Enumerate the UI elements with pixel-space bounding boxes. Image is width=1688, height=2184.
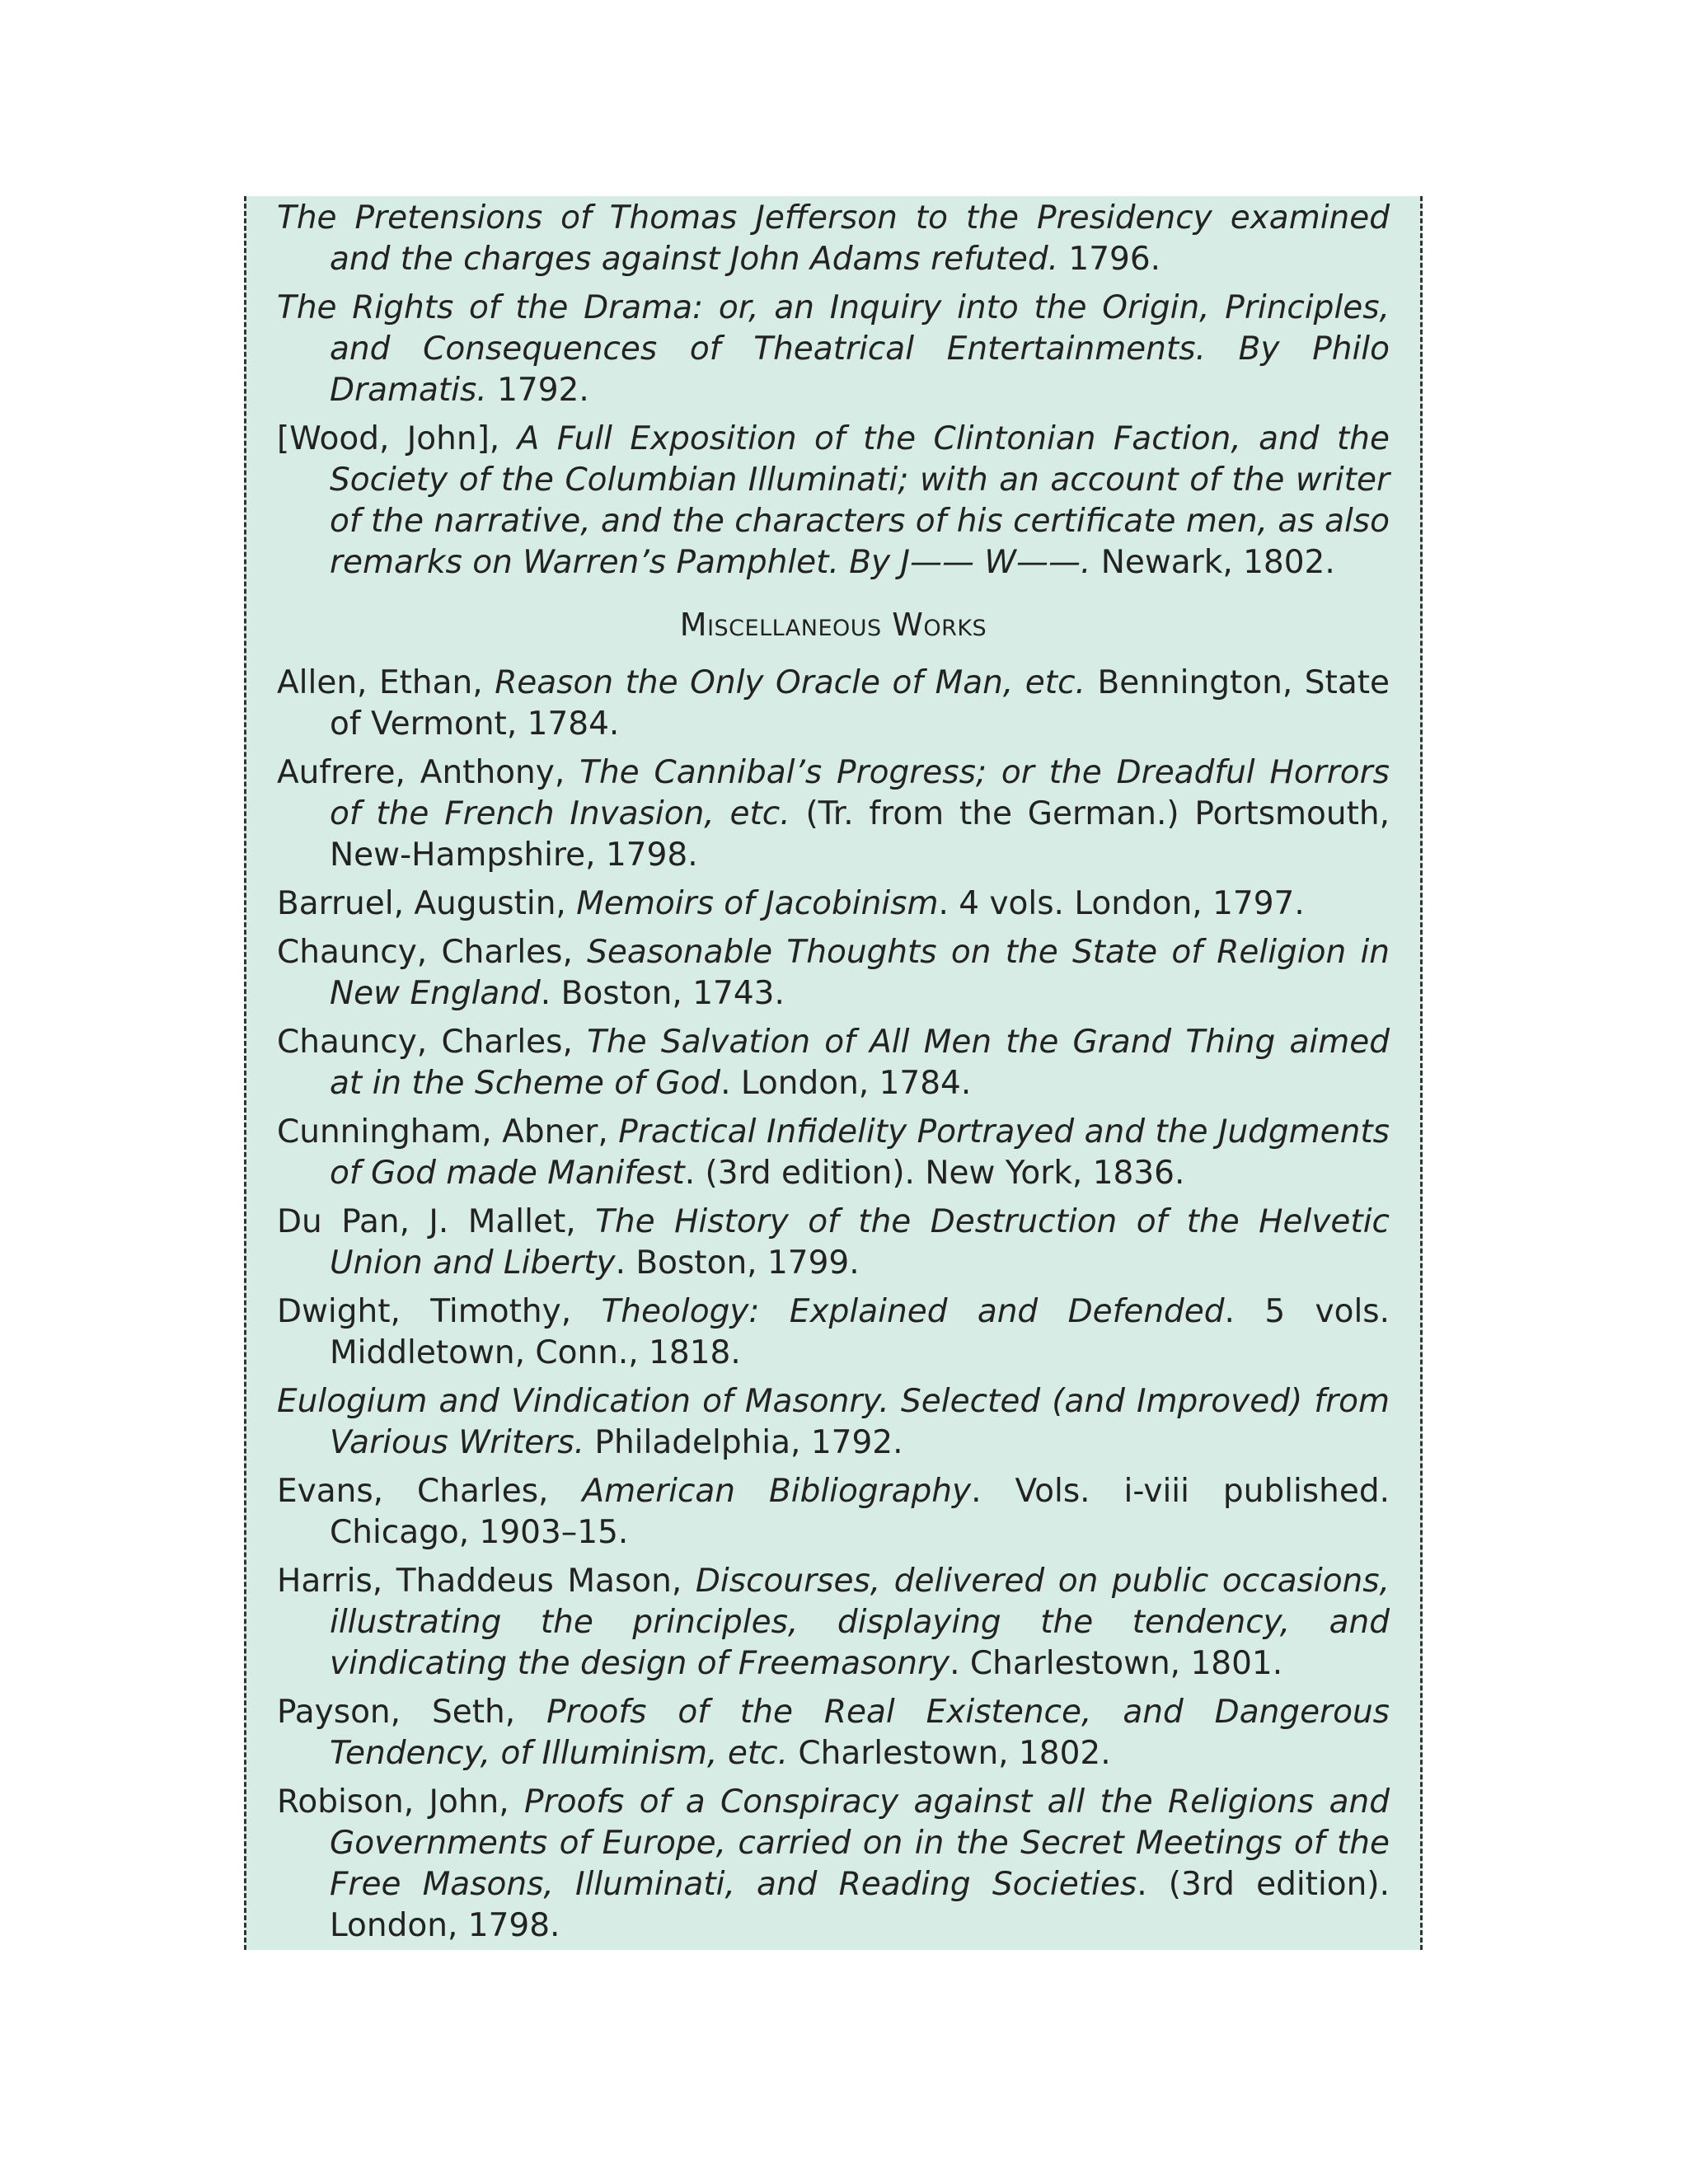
- entry-title: A Full Exposition of the Clintonian Faction, and the Society of the Columbian Illuminati; with an account of the writer of the narrative, and the characters of his certificate men, as also remarks on Warren’s Pamphlet. By J—— W——.: [330, 420, 1390, 581]
- entry-title: Eulogium and Vindication of Masonry. Selected (and Improved) from Various Writers.: [277, 1383, 1390, 1461]
- entry-title: The History of the Destruction of the Helvetic Union and Liberty: [330, 1203, 1390, 1282]
- entry-title: The Salvation of All Men the Grand Thing aimed at in the Scheme of God: [330, 1024, 1390, 1102]
- entry-pre: Chauncy, Charles,: [277, 1024, 588, 1061]
- entry-pre: Harris, Thaddeus Mason,: [277, 1563, 696, 1600]
- entry-post: 1796.: [1058, 241, 1161, 278]
- section-heading: Miscellaneous Works: [679, 607, 987, 643]
- entry-pre: [Wood, John],: [277, 420, 518, 457]
- entry-pre: Du Pan, J. Mallet,: [277, 1203, 596, 1240]
- entry-pre: Robison, John,: [277, 1783, 525, 1821]
- bibliography-entry: [277, 1202, 1390, 1284]
- bibliography-entry: [277, 932, 1390, 1015]
- bibliography-entry: [277, 1291, 1390, 1374]
- bibliography-entry: [277, 288, 1390, 411]
- entry-post: . (3rd edition). London, 1798.: [330, 1866, 1390, 1944]
- entry-post: 1792.: [486, 372, 589, 409]
- entry-post: Philadelphia, 1792.: [584, 1424, 903, 1461]
- entry-title: Proofs of the Real Existence, and Dangerous Tendency, of Illuminism, etc.: [330, 1694, 1390, 1772]
- bibliography-entry: [277, 1022, 1390, 1104]
- bibliography-entry: [277, 1381, 1390, 1464]
- bibliography-entry: [277, 198, 1390, 280]
- entry-post: . 4 vols. London, 1797.: [938, 885, 1305, 922]
- bibliography-entry: [277, 752, 1390, 876]
- entry-title: Seasonable Thoughts on the State of Religion in New England: [330, 934, 1390, 1012]
- entry-title: Memoirs of Jacobinism: [576, 885, 939, 922]
- entry-pre: Payson, Seth,: [277, 1694, 547, 1731]
- entry-post: . Charlestown, 1801.: [950, 1645, 1283, 1682]
- entry-post: . 5 vols. Middletown, Conn., 1818.: [330, 1293, 1390, 1371]
- bibliography-entry: [277, 419, 1390, 583]
- bibliography-entry: [277, 1692, 1390, 1774]
- entry-post: Charlestown, 1802.: [787, 1735, 1111, 1772]
- entry-title: Theology: Explained and Defended: [601, 1293, 1225, 1330]
- bibliography-entry: [277, 1561, 1390, 1685]
- bibliography-entry: [277, 1782, 1390, 1947]
- entry-post: Newark, 1802.: [1090, 544, 1335, 581]
- entry-post: . Boston, 1799.: [615, 1244, 860, 1282]
- entry-post: . Boston, 1743.: [540, 975, 785, 1012]
- entries-misc: [277, 663, 1390, 1947]
- entry-title: The Cannibal’s Progress; or the Dreadful Horrors of the French Invasion, etc.: [330, 754, 1390, 832]
- bibliography-entry: [277, 1471, 1390, 1554]
- entry-post: . (3rd edition). New York, 1836.: [684, 1155, 1185, 1192]
- entry-pre: Chauncy, Charles,: [277, 934, 588, 971]
- entry-title: Reason the Only Oracle of Man, etc.: [495, 664, 1085, 701]
- entry-title: The Pretensions of Thomas Jefferson to the Presidency examined and the charges against John Adams refuted.: [277, 199, 1390, 278]
- entry-title: Practical Infidelity Portrayed and the Judgments of God made Manifest: [330, 1113, 1390, 1192]
- entry-pre: Dwight, Timothy,: [277, 1293, 602, 1330]
- entry-post: Bennington, State of Vermont, 1784.: [330, 664, 1390, 743]
- entry-pre: Allen, Ethan,: [277, 664, 495, 701]
- entry-post: . Vols. i-viii published. Chicago, 1903–15.: [330, 1473, 1390, 1551]
- bibliography-entry: [277, 1112, 1390, 1194]
- entries-top: [277, 198, 1390, 583]
- entry-pre: Aufrere, Anthony,: [277, 754, 580, 791]
- bibliography-content: [277, 196, 1390, 1954]
- entry-title: The Rights of the Drama: or, an Inquiry into the Origin, Principles, and Consequences of Theatrical Entertainments. By Philo Dramatis.: [277, 289, 1390, 409]
- entry-title: Discourses, delivered on public occasions, illustrating the principles, displaying the tendency, and vindicating the design of Freemasonry: [330, 1563, 1390, 1682]
- entry-title: Proofs of a Conspiracy against all the Religions and Governments of Europe, carried on in the Secret Meetings of the Free Masons, Illuminati, and Reading Societies: [330, 1783, 1390, 1903]
- bibliography-entry: [277, 883, 1390, 925]
- entry-pre: Evans, Charles,: [277, 1473, 583, 1510]
- entry-post: (Tr. from the German.) Portsmouth, New-Hampshire, 1798.: [330, 795, 1390, 874]
- entry-pre: Barruel, Augustin,: [277, 885, 577, 922]
- entry-post: . London, 1784.: [720, 1065, 972, 1102]
- entry-title: American Bibliography: [582, 1473, 972, 1510]
- bibliography-entry: [277, 663, 1390, 745]
- entry-pre: Cunningham, Abner,: [277, 1113, 619, 1151]
